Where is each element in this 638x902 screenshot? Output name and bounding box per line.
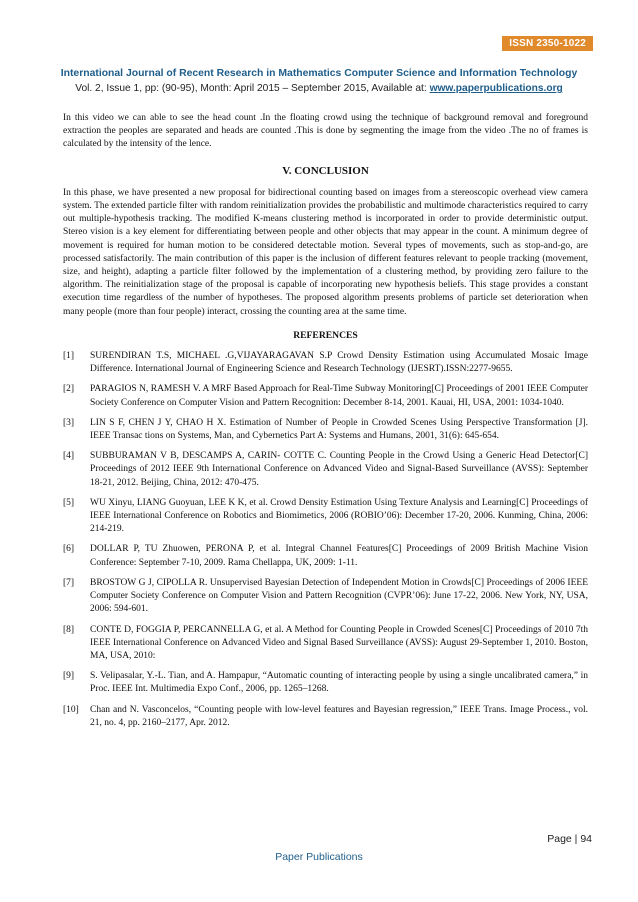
reference-item xyxy=(63,350,588,376)
volume-text: Vol. 2, Issue 1, pp: (90-95), Month: April 2015 – September 2015, Available at: xyxy=(75,83,427,94)
reference-item xyxy=(63,704,588,730)
conclusion-paragraph: In this phase, we have presented a new proposal for bidirectional counting based on images from a stereoscopic overhead view camera system. The extended particle filter with random reinitialization provides the probabilistic and multimode characteristics required to carry out multiple-hypothesis tracking. The modified K-means clustering method is incorporated in order to provide deterministic output. Stereo vision is a key element for differentiating between people and other objects that may appear in the count. A minimum degree of movement is required for human motion to be considered detectable motion. Several types of movements, such as stop-and-go, are processed satisfactorily. The main contribution of this paper is the inclusion of different features relevant to people tracking (movement, size, and height), adapting a particle filter followed by the implementation of a clustering method, by providing zero failure to the algorithm. The reinitialization stage of the proposal is capable of incorporating new hypothesis beliefs. This stage provides a constant execution time regardless of the number of hypotheses. The proposed algorithm presents problems of particle set deterioration when many people (more than four people) interact, crossing the counting area at the same time. xyxy=(63,187,588,317)
reference-number: [2] xyxy=(63,384,75,395)
reference-text: CONTE D, FOGGIA P, PERCANNELLA G, et al. A Method for Counting People in Crowded Scenes[C] Proceedings of 2010 7th IEEE International Conference on Advanced Video and Signal Based Surveillance (AVSS): August 29-September 1, 2010. Boston, MA, USA, 2010: xyxy=(90,624,588,661)
reference-item xyxy=(63,383,588,409)
reference-item xyxy=(63,450,588,490)
reference-item xyxy=(63,417,588,443)
reference-number: [1] xyxy=(63,351,75,362)
references-list xyxy=(63,350,588,730)
journal-url-link[interactable]: www.paperpublications.org xyxy=(429,83,563,94)
reference-text: S. Velipasalar, Y.-L. Tian, and A. Hampapur, “Automatic counting of interacting people by using a single uncalibrated camera,” in Proc. IEEE Int. Multimedia Expo Conf., 2006, pp. 1265–1268. xyxy=(90,671,588,695)
reference-text: DOLLAR P, TU Zhuowen, PERONA P, et al. Integral Channel Features[C] Proceedings of 2009 British Machine Vision Conference: September 7-10, 2009. Rama Chellappa, UK, 2009: 1-11. xyxy=(90,544,588,568)
reference-text: LIN S F, CHEN J Y, CHAO H X. Estimation of Number of People in Crowded Scenes Using Perspective Transformation [J]. IEEE Transac tions on Systems, Man, and Cybernetics Part A: Systems and Humans, 2001, 31(6): 645-654. xyxy=(90,417,588,442)
reference-item xyxy=(63,624,588,664)
journal-volume-info xyxy=(30,83,608,94)
conclusion-heading: V. CONCLUSION xyxy=(282,164,369,177)
reference-item xyxy=(63,543,588,569)
reference-number: [10] xyxy=(63,704,79,715)
reference-item xyxy=(63,670,588,696)
reference-number: [8] xyxy=(63,624,75,635)
intro-paragraph: In this video we can able to see the head count .In the floating crowd using the technique of background removal and foreground extraction the peoples are separated and heads are counted .This is done by segmenting the image from the video .The no of frames is calculated by the intensity of the lence. xyxy=(63,113,588,150)
references-heading: REFERENCES xyxy=(293,329,358,341)
reference-number: [3] xyxy=(63,417,75,428)
reference-number: [6] xyxy=(63,544,75,555)
issn-badge: ISSN 2350-1022 xyxy=(502,36,593,51)
reference-number: [5] xyxy=(63,497,75,508)
reference-text: WU Xinyu, LIANG Guoyuan, LEE K K, et al. Crowd Density Estimation Using Texture Analysis and Learning[C] Proceedings of IEEE International Conference on Robotics and Biomimetics, 2006 (ROBIO’06): December 17-20, 2006. Kunming, China, 2006: 214-219. xyxy=(90,497,588,535)
page-content xyxy=(63,112,588,737)
reference-text: SUBBURAMAN V B, DESCAMPS A, CARIN- COTTE C. Counting People in the Crowd Using a Generic Head Detector[C] Proceedings of 2012 IEEE 9th International Conference on Advanced Video and Signal-Based Surveillance (AVSS): September 18-21, 2012. Beijing, China, 2012: 470-475. xyxy=(90,451,588,488)
publisher-name: Paper Publications xyxy=(275,851,363,863)
reference-text: PARAGIOS N, RAMESH V. A MRF Based Approach for Real-Time Subway Monitoring[C] Proceedings of 2001 IEEE Computer Society Conference on Computer Vision and Pattern Recognition: December 8-14, 2001. Kauai, HI, USA, 2001: 1034-1040. xyxy=(90,384,588,408)
reference-number: [7] xyxy=(63,577,75,588)
reference-number: [9] xyxy=(63,671,75,682)
reference-item xyxy=(63,497,588,537)
reference-item xyxy=(63,577,588,617)
reference-text: BROSTOW G J, CIPOLLA R. Unsupervised Bayesian Detection of Independent Motion in Crowds[C] Proceedings of 2006 IEEE Computer Society Conference on Computer Vision and Pattern Recognition (CVPR’06): June 17-22, 2006. New York, NY, USA, 2006: 594-601. xyxy=(90,577,588,615)
journal-title: International Journal of Recent Research in Mathematics Computer Science and Information Technology xyxy=(60,68,578,79)
page-number: Page | 94 xyxy=(547,833,592,845)
reference-number: [4] xyxy=(63,451,75,462)
reference-text: SURENDIRAN T.S, MICHAEL .G,VIJAYARAGAVAN S.P Crowd Density Estimation using Accumulated Mosaic Image Difference. International Journal of Engineering Science and Research Technology (IJESRT).ISSN:2277-9655. xyxy=(90,351,588,375)
reference-text: Chan and N. Vasconcelos, “Counting people with low-level features and Bayesian regression,” IEEE Trans. Image Process., vol. 21, no. 4, pp. 2160–2177, Apr. 2012. xyxy=(90,704,588,728)
